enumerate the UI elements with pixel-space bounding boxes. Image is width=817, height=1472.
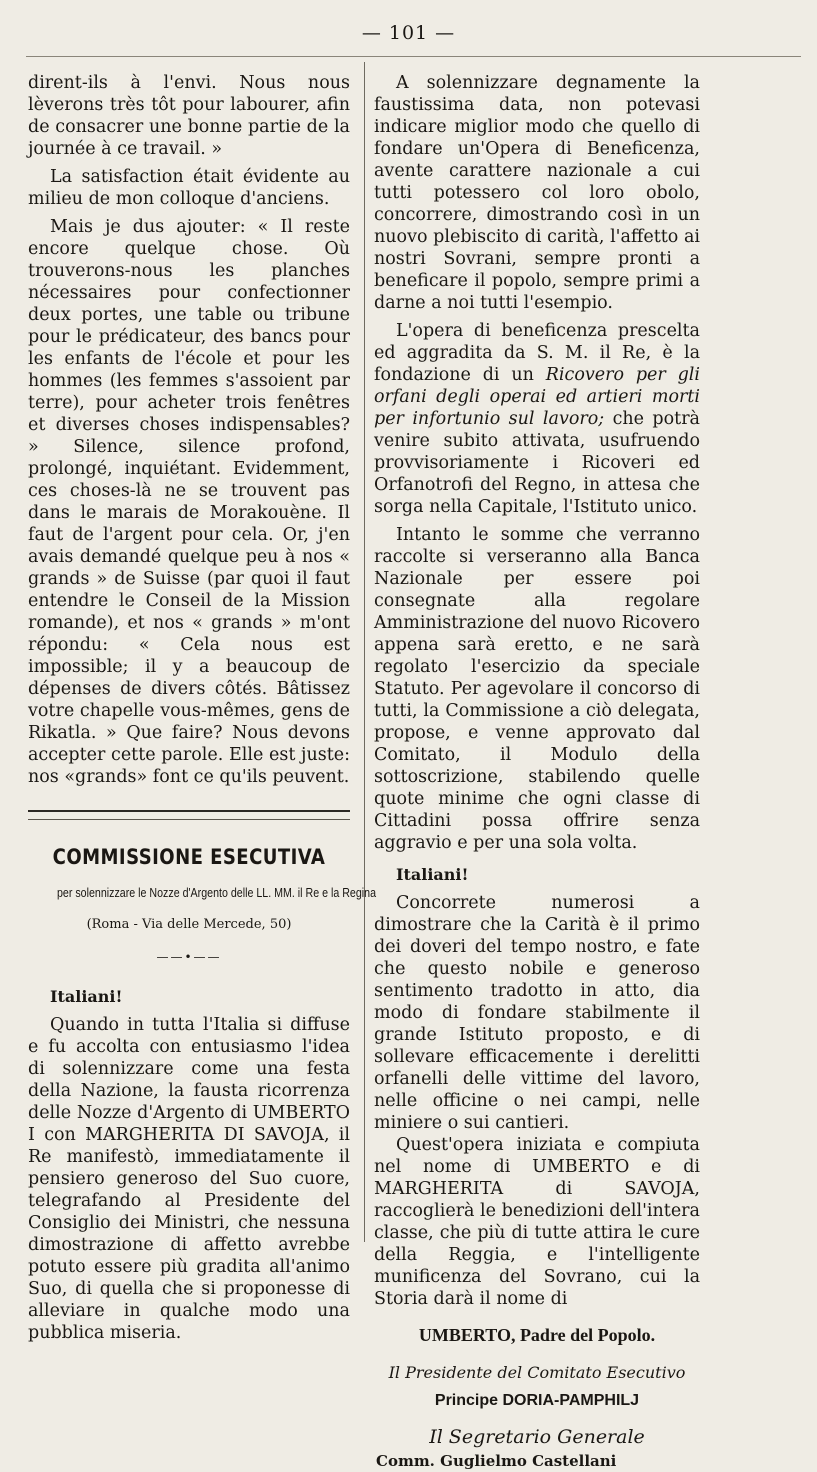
greeting-left: Italiani! — [50, 987, 123, 1006]
section-separator — [28, 810, 350, 820]
page-number: — 101 — — [361, 22, 456, 44]
signature-role-secretary: Il Segretario Generale — [429, 1426, 645, 1448]
right-column — [374, 72, 700, 1472]
ornament-divider: ——•—— — [156, 950, 222, 964]
greeting-right: Italiani! — [396, 865, 469, 884]
section-address: (Roma - Via delle Mercede, 50) — [86, 917, 292, 932]
signature-motto: UMBERTO, Padre del Popolo. — [418, 1325, 656, 1345]
signature-role-president: Il Presidente del Comitato Esecutivo — [388, 1363, 686, 1382]
section-heading: COMMISSIONE ESECUTIVA — [52, 845, 326, 869]
right-paragraph-2-italic: Ricovero per gli orfani degli operai ed artieri morti per infortunio sul lavoro; — [374, 365, 700, 429]
right-paragraph-2-end: che potrà venire subito attivata, usufruendo provvisoriamente i Ricoveri ed Orfanotrofi del Regno, in attesa che sorga nella Capitale, l'Istituto unico. — [374, 409, 700, 517]
left-paragraph-3: Mais je dus ajouter: « Il reste encore quelque chose. Où trouverons-nous les planches nécessaires pour confectionner deux portes, une table ou tribune pour le prédicateur, des bancs pour les enfants de l'école et pour les hommes (les femmes s'assoient par terre), pour acheter trois fenêtres et diverses choses indispensables? » Silence, silence profond, prolongé, inquiétant. Evidemment, ces choses-là ne se trouvent pas dans le marais de Morakouène. Il faut de l'argent pour cela. Or, j'en avais demandé quelque peu à nos « grands » de Suisse (par quoi il faut entendre le Conseil de la Mission romande), et nos « grands » m'ont répondu: « Cela nous est impossible; il y a beaucoup de dépenses de divers côtés. Bâtissez votre chapelle vous-mêmes, gens de Rikatla. » Que faire? Nous devons accepter cette parole. Elle est juste: nos «grands» font ce qu'ils peuvent. — [28, 217, 350, 787]
header-rule — [26, 56, 801, 57]
right-paragraph-1: A solennizzare degnamente la faustissima data, non potevasi indicare miglior modo che quello di fondare un'Opera di Beneficenza, avente carattere nazionale a cui tutti potessero col loro obolo, concorrere, dimostrando così in un nuovo plebiscito di carità, l'affetto ai nostri Sovrani, sempre pronti a beneficare il popolo, sempre primi a darne a noi tutti l'esempio. — [374, 73, 700, 313]
left-paragraph-1: dirent-ils à l'envi. Nous nous lèverons très tôt pour labourer, afin de consacrer une bonne partie de la journée à ce travail. » — [28, 73, 350, 159]
left-paragraph-2: La satisfaction était évidente au milieu de mon colloque d'anciens. — [28, 167, 350, 209]
section-subheading: per solennizzare le Nozze d'Argento delle LL. MM. il Re e la Regina — [56, 885, 377, 900]
signature-secretary: Comm. Guglielmo Castellani — [376, 1452, 617, 1470]
right-paragraph-5: Quest'opera iniziata e compiuta nel nome di UMBERTO e di MARGHERITA di SAVOJA, raccoglierà le benedizioni dell'intera classe, che più di tutte attira le cure della Reggia, e l'intelligente munificenza del Sovrano, cui la Storia darà il nome di — [374, 1135, 700, 1309]
column-divider — [364, 62, 365, 1242]
right-paragraph-2-start: L'opera di beneficenza prescelta ed aggradita da S. M. il Re, è la fondazione di un — [374, 321, 700, 385]
right-paragraph-4: Concorrete numerosi a dimostrare che la Carità è il primo dei doveri del tempo nostro, e fate che questo nobile e generoso sentimento tradotto in atto, dia modo di fondare stabilmente il grande Istituto proposto, e di sollevare efficacemente i derelitti orfanelli delle vittime del lavoro, nelle officine o nei campi, nelle miniere o sui cantieri. — [374, 893, 700, 1133]
signature-president: Principe DORIA-PAMPHILJ — [434, 1392, 640, 1409]
left-column — [28, 72, 377, 1344]
left-paragraph-4: Quando in tutta l'Italia si diffuse e fu accolta con entusiasmo l'idea di solennizzare come una festa della Nazione, la fausta ricorrenza delle Nozze d'Argento di UMBERTO I con MARGHERITA DI SAVOJA, il Re manifestò, immediatamente il pensiero generoso del Suo cuore, telegrafando al Presidente del Consiglio dei Ministri, che nessuna dimostrazione di affetto avrebbe potuto essere più gradita all'animo Suo, di quella che si proponesse di alleviare in qualche modo una pubblica miseria. — [28, 1015, 350, 1343]
right-paragraph-2 — [374, 320, 700, 518]
right-paragraph-3: Intanto le somme che verranno raccolte si verseranno alla Banca Nazionale per essere poi consegnate alla regolare Amministrazione del nuovo Ricovero appena sarà eretto, e ne sarà regolato l'esercizio da speciale Statuto. Per agevolare il concorso di tutti, la Commissione a ciò delegata, propose, e venne approvato dal Comitato, il Modulo della sottoscrizione, stabilendo quelle quote minime che ogni classe di Cittadini possa offrire senza aggravio e per una sola volta. — [374, 525, 700, 853]
